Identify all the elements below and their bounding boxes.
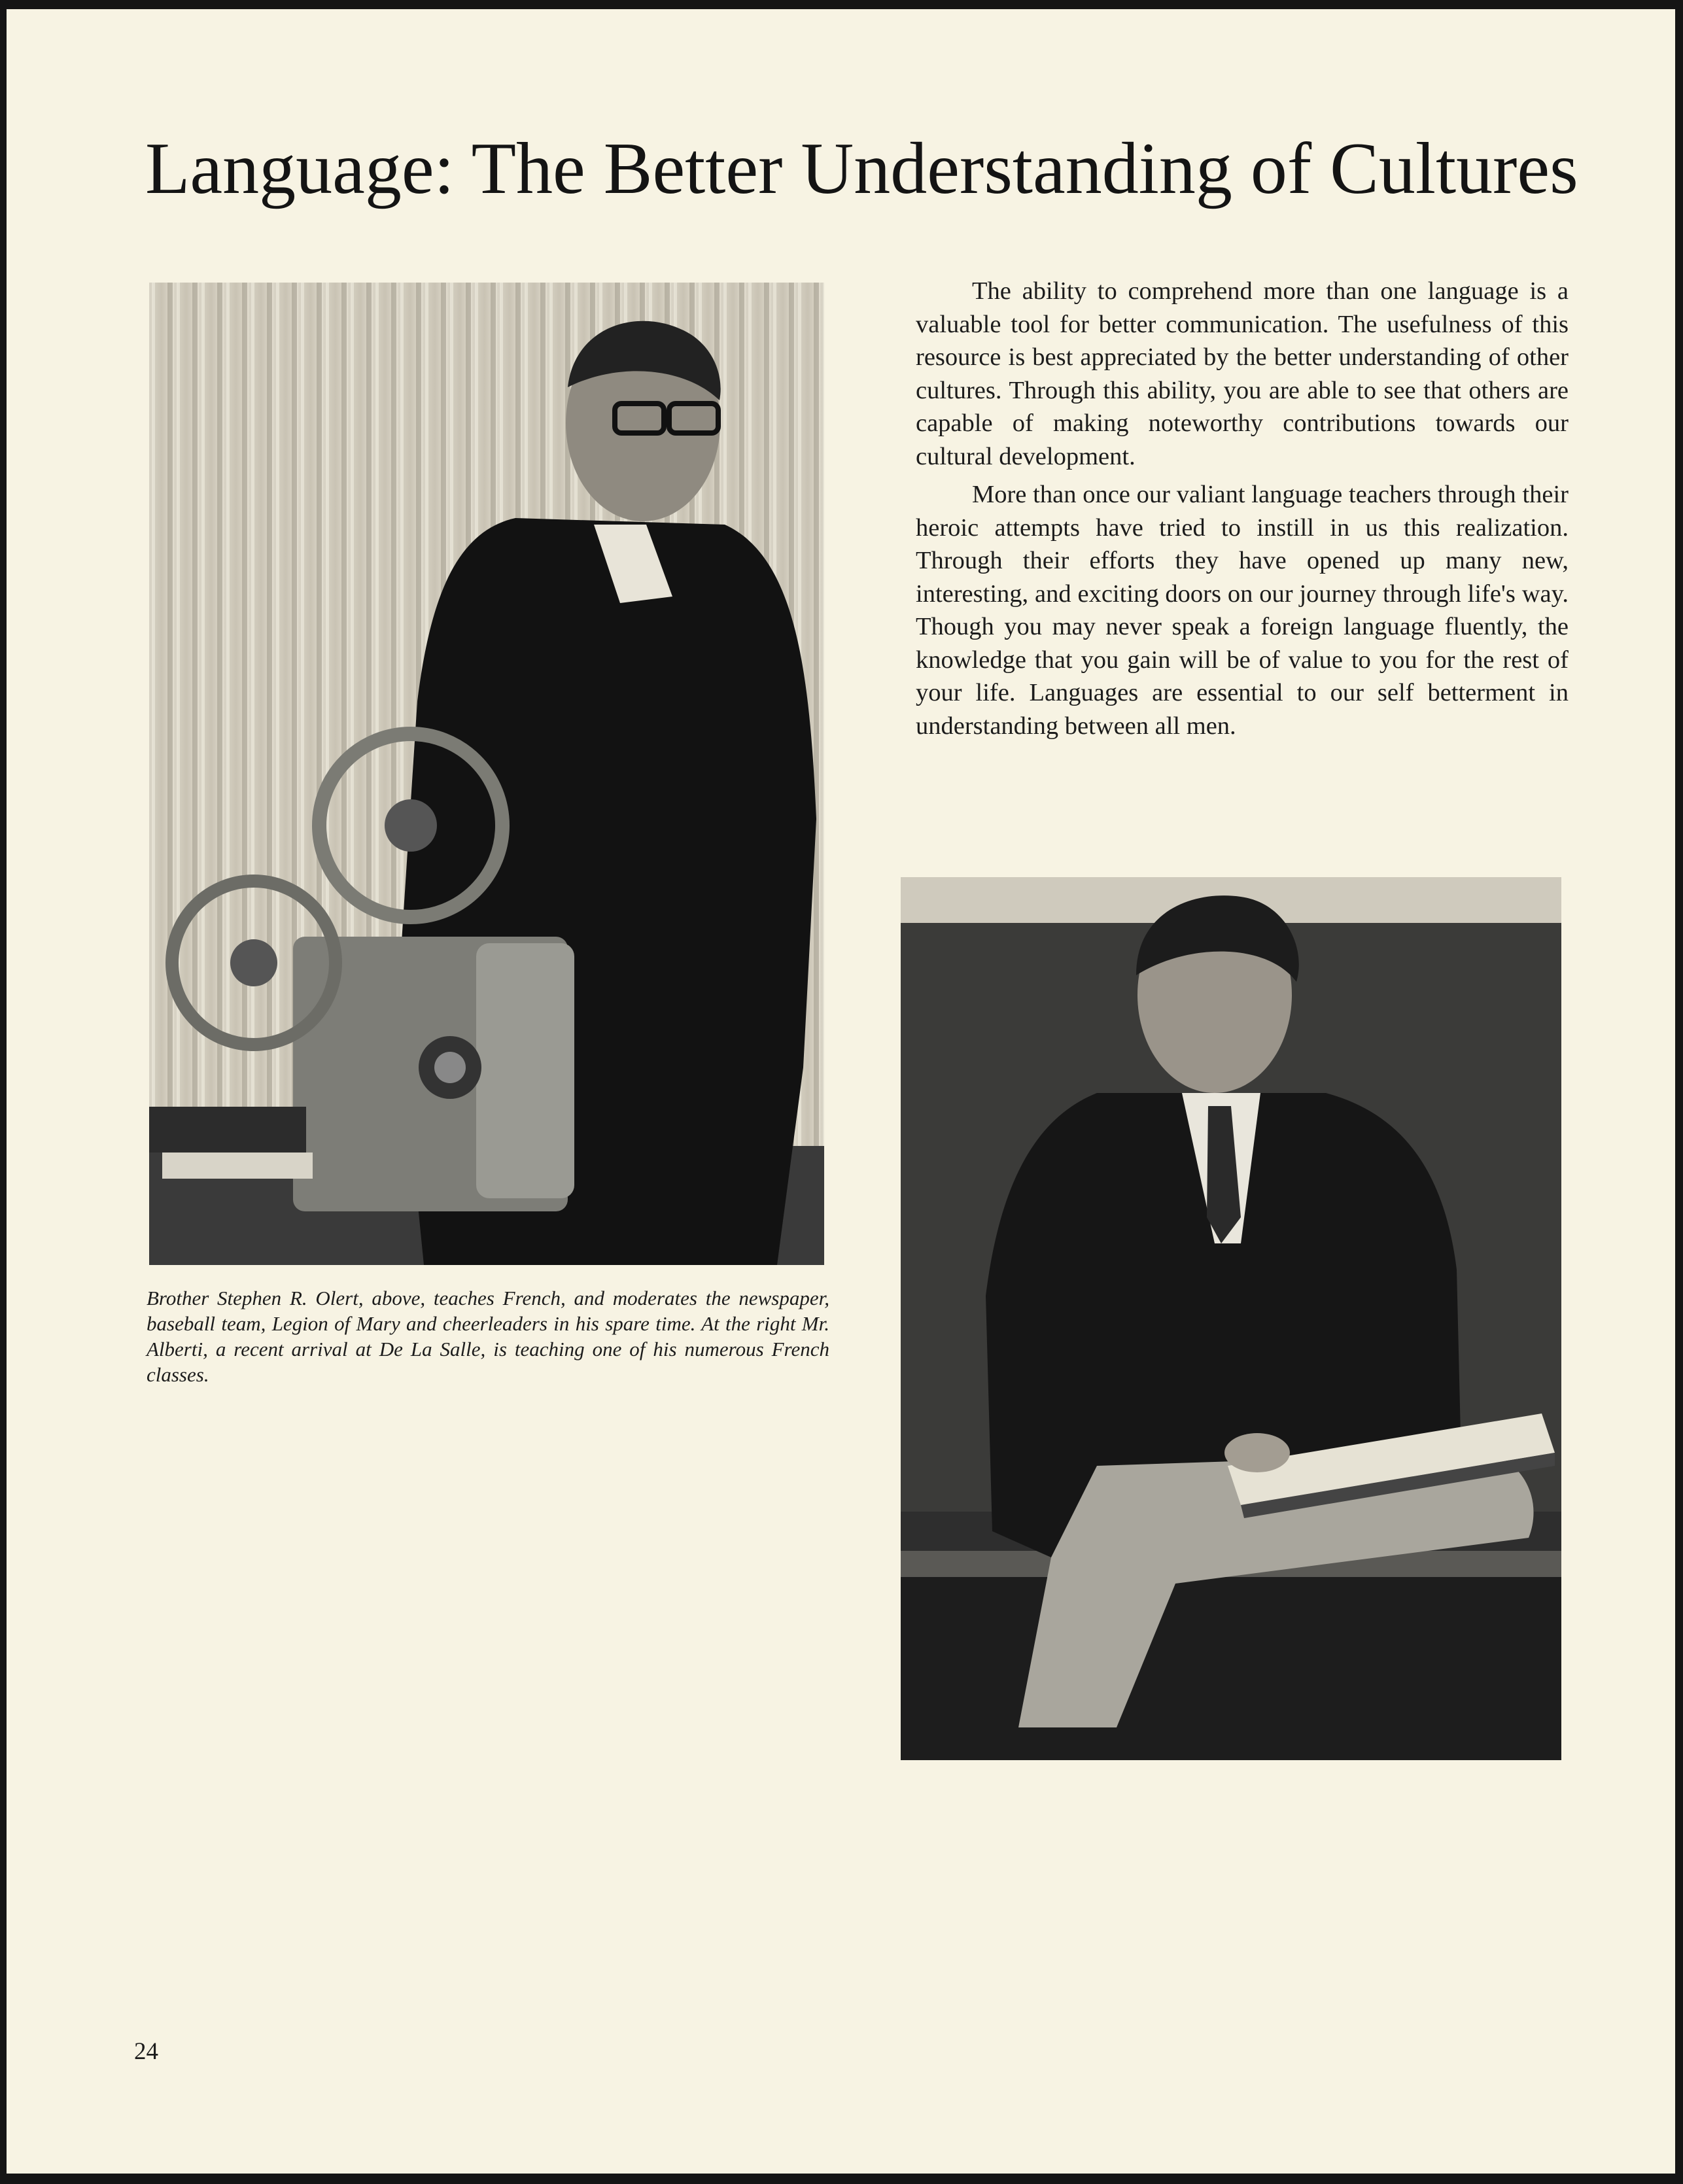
page-title: Language: The Better Understanding of Cultures xyxy=(145,128,1578,209)
article-body xyxy=(916,275,1569,748)
photo-brother-olert-image xyxy=(149,283,824,1265)
photo-brother-olert xyxy=(149,283,824,1265)
article-paragraph: More than once our valiant language teachers through their heroic attempts have tried to instill in us this realization. Through their efforts they have opened up many new, interesting, and exciting doors on our journey through life's way. Though you may never speak a foreign language fluently, the knowledge that you gain will be of value to you for the rest of your life. Languages are essential to our self betterment in understanding between all men. xyxy=(916,481,1569,740)
article-paragraph: The ability to comprehend more than one language is a valuable tool for better communication. The usefulness of this resource is best appreciated by the better understanding of other cultures. Through this ability, you are able to see that others are capable of making noteworthy contributions towards our cultural development. xyxy=(916,277,1569,470)
photo-caption: Brother Stephen R. Olert, above, teaches French, and moderates the newspaper, baseball team, Legion of Mary and cheerleaders in his spare time. At the right Mr. Alberti, a recent arrival at De La Salle, is teaching one of his numerous French classes. xyxy=(147,1287,829,1386)
page-number: 24 xyxy=(134,2038,158,2065)
photo-mr-alberti xyxy=(901,877,1561,1760)
photo-mr-alberti-image xyxy=(901,877,1561,1760)
